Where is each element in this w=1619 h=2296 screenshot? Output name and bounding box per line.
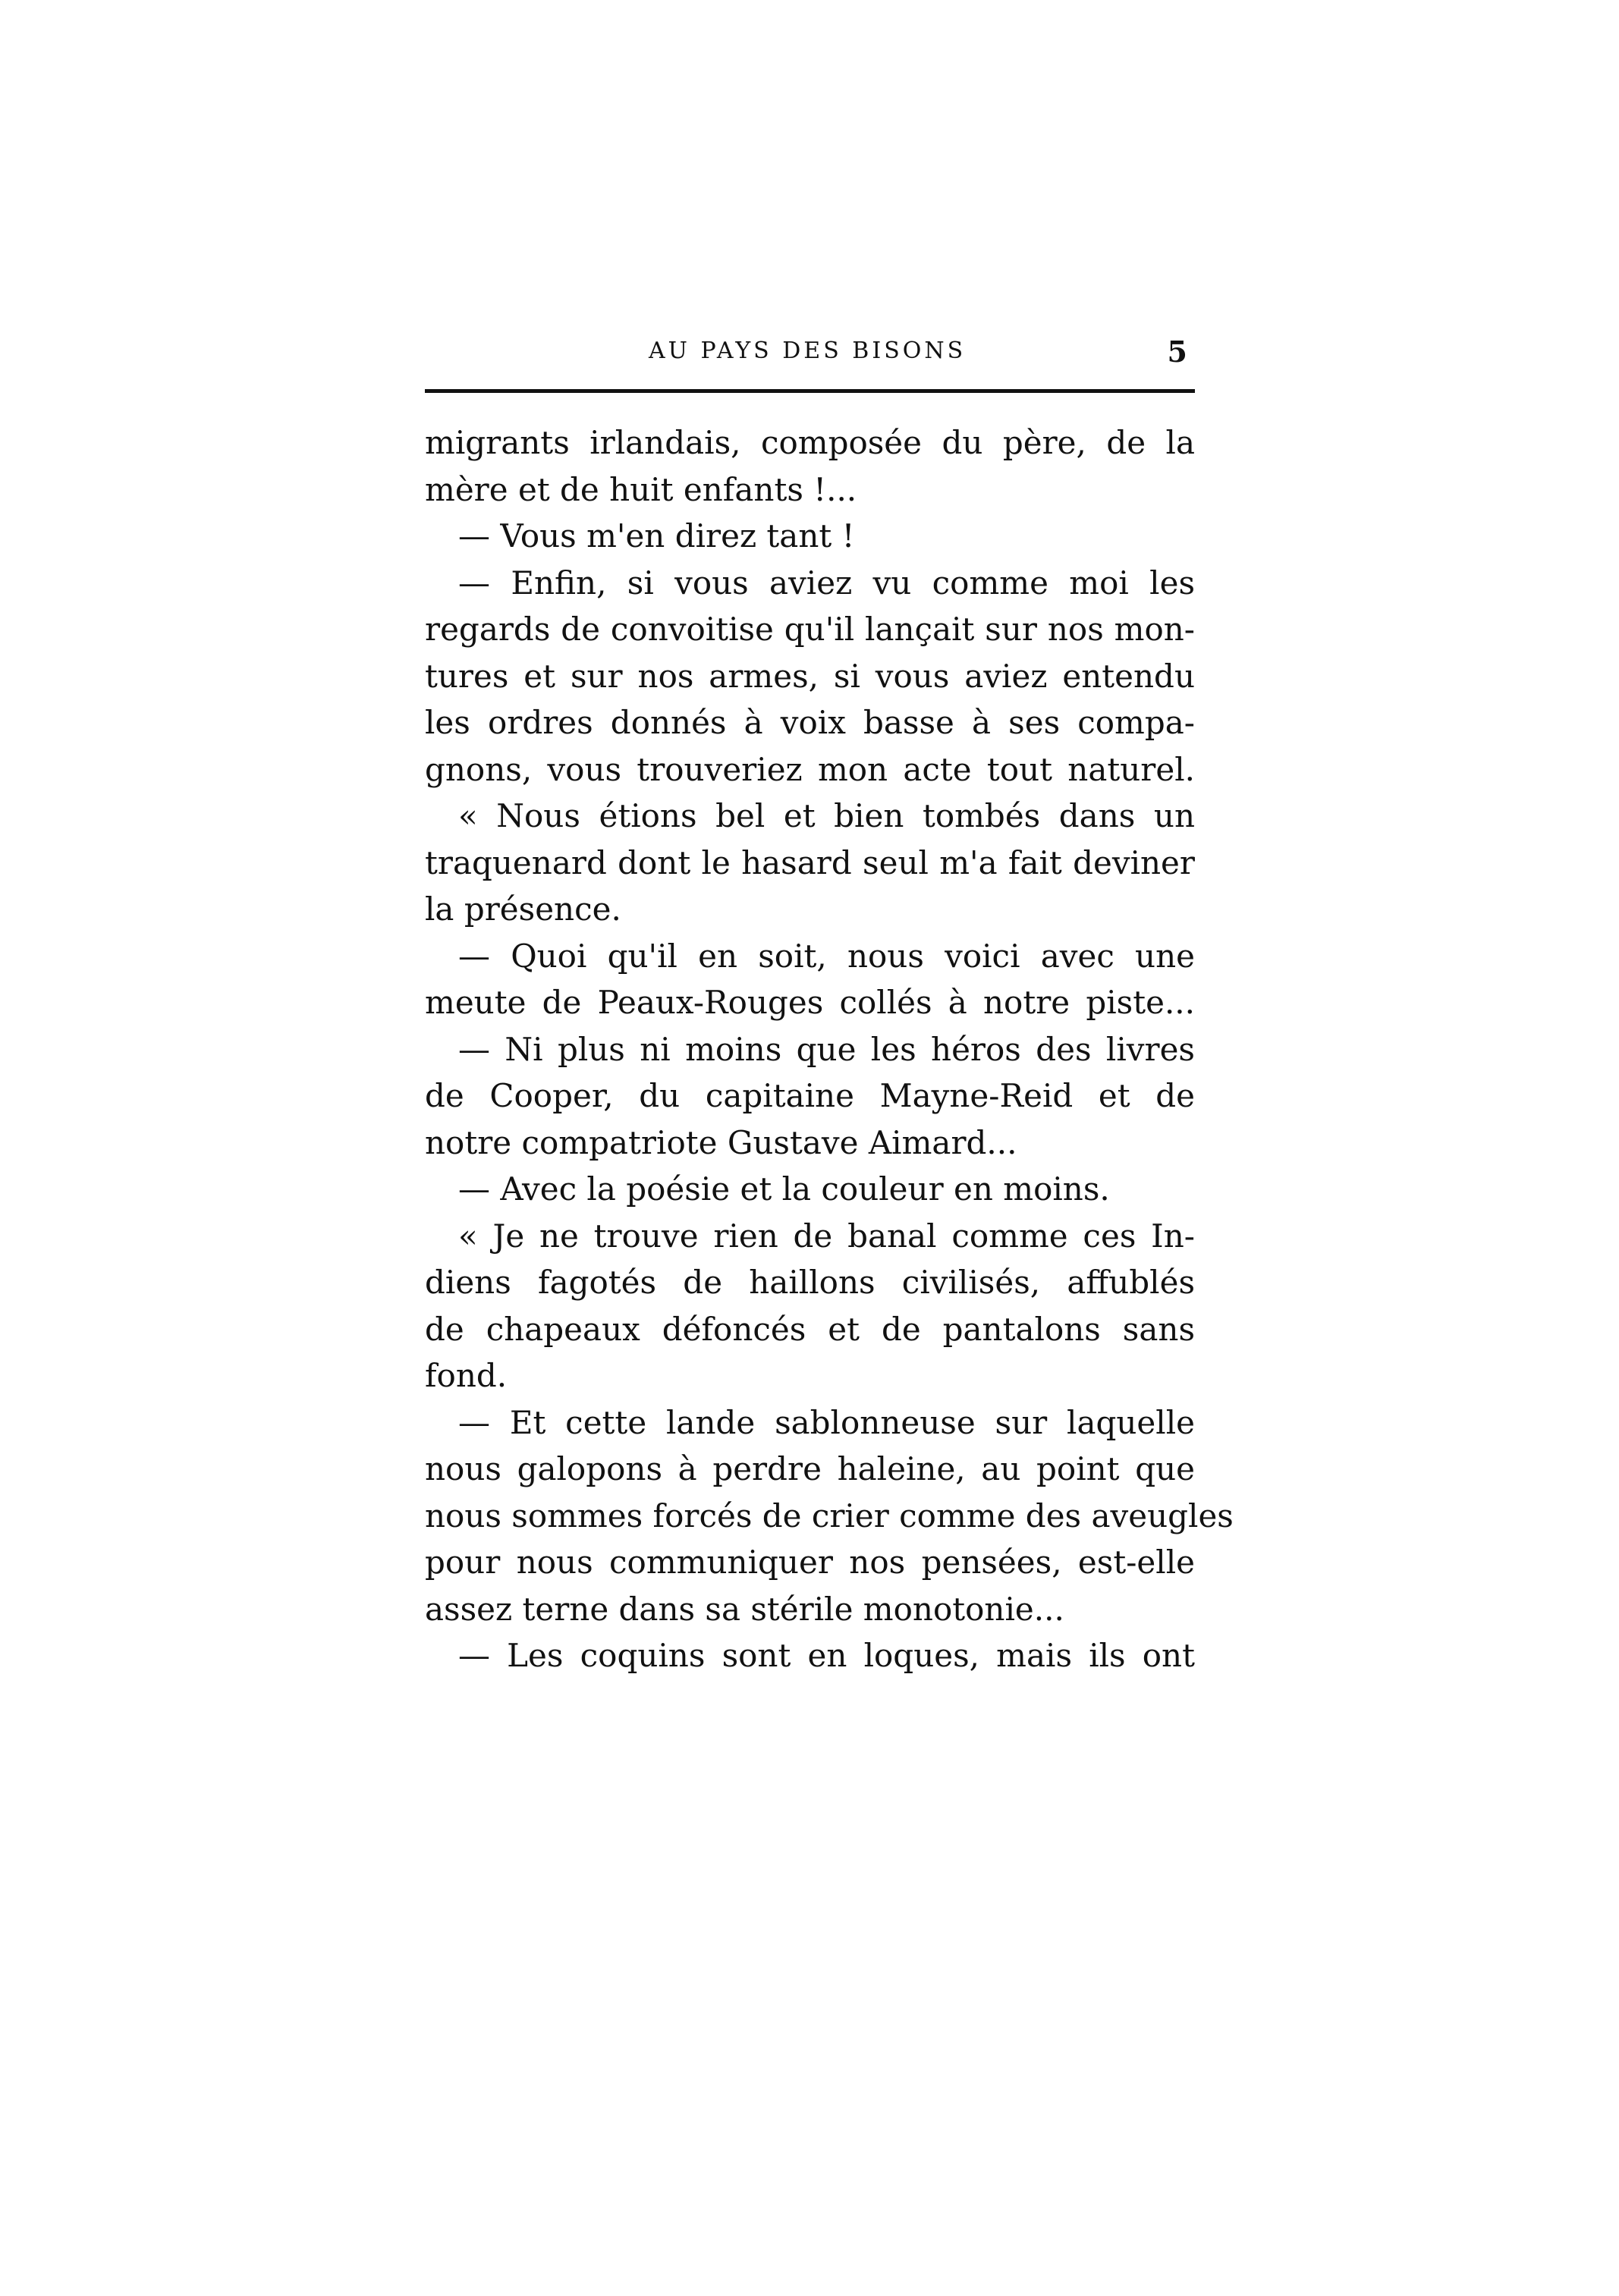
text-line: meute de Peaux-Rouges collés à notre piste... [425,984,1195,1021]
page-number: 5 [1167,335,1187,369]
text-line: assez terne dans sa stérile monotonie... [425,1590,1064,1628]
text-line: — Et cette lande sablonneuse sur laquelle [458,1403,1195,1441]
text-line: mère et de huit enfants !... [425,470,857,508]
text-line: traquenard dont le hasard seul m'a fait deviner [425,843,1195,881]
text-line: regards de convoitise qu'il lançait sur nos mon- [425,611,1195,648]
text-line: de Cooper, du capitaine Mayne-Reid et de [425,1077,1195,1114]
text-line: — Les coquins sont en loques, mais ils ont [458,1637,1195,1674]
text-line: — Enfin, si vous aviez vu comme moi les [458,564,1195,601]
text-line: nous sommes forcés de crier comme des aveugles [425,1497,1234,1534]
text-line: tures et sur nos armes, si vous aviez entendu [425,657,1195,695]
running-title: AU PAYS DES BISONS [649,338,967,364]
text-line: gnons, vous trouveriez mon acte tout naturel. [425,750,1195,788]
text-line: — Quoi qu'il en soit, nous voici avec une [458,937,1195,975]
text-line: de chapeaux défoncés et de pantalons sans [425,1310,1195,1348]
text-line: la présence. [425,890,621,928]
text-line: « Je ne trouve rien de banal comme ces In- [458,1217,1195,1255]
text-line: nous galopons à perdre haleine, au point que [425,1450,1195,1487]
text-line: fond. [425,1357,508,1394]
body-text [425,419,1234,1679]
text-line: diens fagotés de haillons civilisés, affublés [425,1264,1195,1301]
text-line: les ordres donnés à voix basse à ses compa- [425,704,1195,741]
text-line: — Ni plus ni moins que les héros des livres [458,1030,1195,1068]
text-line: — Avec la poésie et la couleur en moins. [458,1170,1110,1208]
text-line: notre compatriote Gustave Aimard... [425,1123,1017,1161]
header-rule [425,389,1195,393]
running-head [425,335,1195,383]
text-line: — Vous m'en direz tant ! [458,517,855,554]
text-line: migrants irlandais, composée du père, de la [425,424,1195,461]
text-line: « Nous étions bel et bien tombés dans un [458,797,1195,834]
text-line: pour nous communiquer nos pensées, est-elle [425,1544,1195,1581]
